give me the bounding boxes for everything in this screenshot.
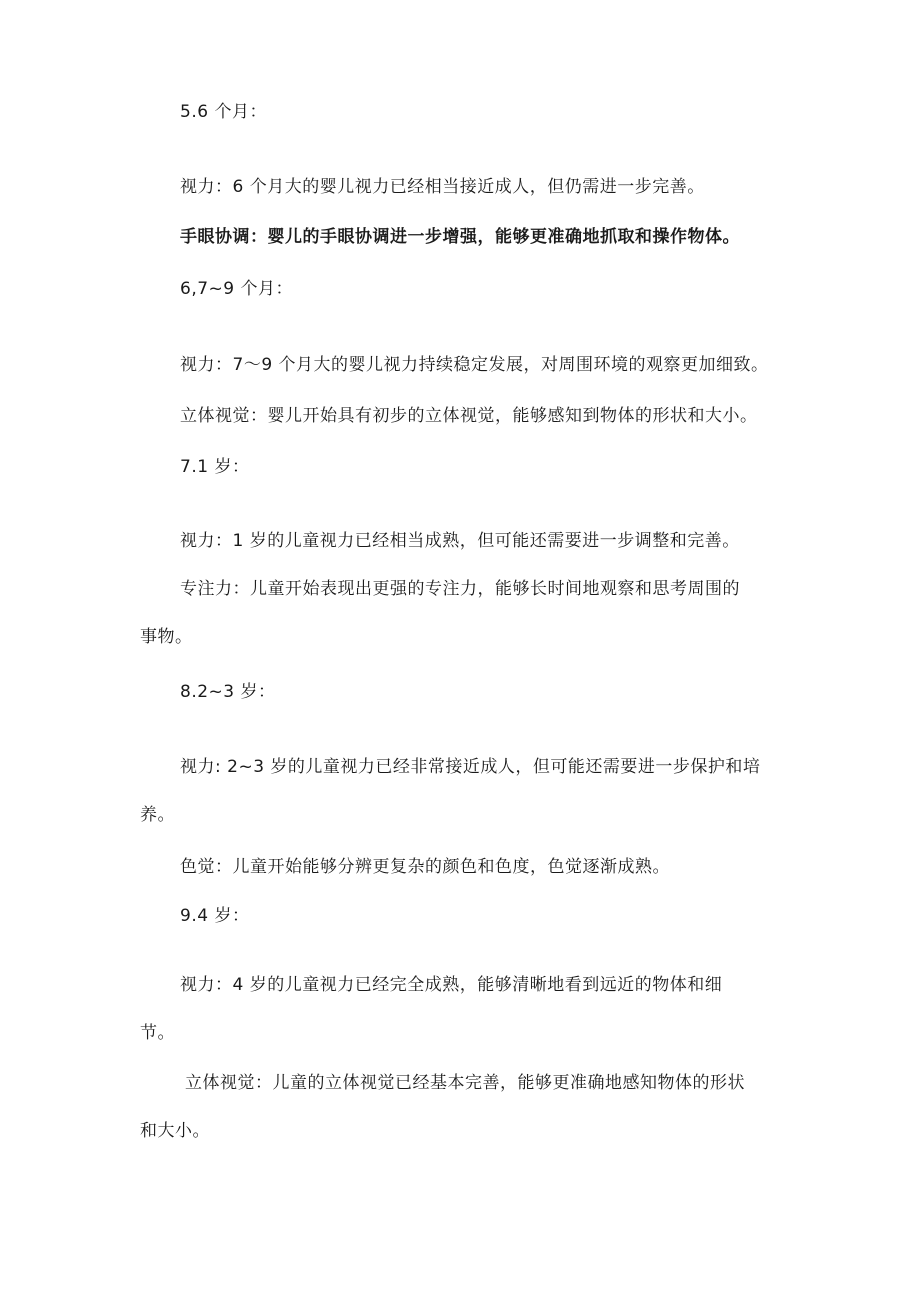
label-separator: ： bbox=[255, 1073, 273, 1093]
paragraph-label: 视力 bbox=[180, 531, 215, 551]
paragraph bbox=[180, 578, 740, 600]
section-heading: 6,7~9 个月： bbox=[180, 279, 293, 299]
label-separator: ： bbox=[232, 579, 250, 599]
paragraph-text: 儿童开始表现出更强的专注力，能够长时间地观察和思考周围的 bbox=[250, 579, 740, 599]
paragraph-continuation: 养。 bbox=[140, 805, 175, 825]
section-heading: 7.1 岁： bbox=[180, 457, 250, 477]
paragraph-label: 视力 bbox=[180, 177, 215, 197]
paragraph bbox=[180, 974, 722, 996]
label-separator: ： bbox=[215, 975, 233, 995]
section-heading: 9.4 岁： bbox=[180, 906, 250, 926]
paragraph-text: 婴儿开始具有初步的立体视觉，能够感知到物体的形状和大小。 bbox=[267, 406, 758, 426]
paragraph-label: 专注力 bbox=[180, 579, 233, 599]
paragraph-text: 1 岁的儿童视力已经相当成熟，但可能还需要进一步调整和完善。 bbox=[232, 531, 740, 551]
paragraph-label: 视力 bbox=[180, 355, 215, 375]
paragraph-label: 立体视觉 bbox=[180, 406, 250, 426]
paragraph-text: 7～9 个月大的婴儿视力持续稳定发展，对周围环境的观察更加细致。 bbox=[232, 355, 769, 375]
paragraph bbox=[185, 1072, 745, 1094]
paragraph-text: 儿童开始能够分辨更复杂的颜色和色度，色觉逐渐成熟。 bbox=[232, 857, 670, 877]
label-separator: ： bbox=[250, 406, 268, 426]
label-separator: ： bbox=[215, 531, 233, 551]
paragraph bbox=[180, 856, 670, 878]
paragraph-text: 儿童的立体视觉已经基本完善，能够更准确地感知物体的形状 bbox=[272, 1073, 745, 1093]
paragraph-label: 视力 bbox=[180, 975, 215, 995]
paragraph-text: 6 个月大的婴儿视力已经相当接近成人，但仍需进一步完善。 bbox=[232, 177, 705, 197]
label-separator: : bbox=[215, 757, 228, 777]
section-heading: 5.6 个月： bbox=[180, 102, 267, 122]
paragraph-text: 2~3 岁的儿童视力已经非常接近成人，但可能还需要进一步保护和培 bbox=[227, 757, 761, 777]
paragraph bbox=[180, 530, 740, 552]
paragraph-continuation: 事物。 bbox=[140, 627, 193, 647]
paragraph-text: 4 岁的儿童视力已经完全成熟，能够清晰地看到远近的物体和细 bbox=[232, 975, 723, 995]
paragraph bbox=[180, 405, 758, 427]
label-separator: ： bbox=[215, 355, 233, 375]
paragraph bbox=[180, 226, 740, 248]
label-separator: ： bbox=[215, 857, 233, 877]
label-separator: ： bbox=[215, 177, 233, 197]
paragraph-label: 色觉 bbox=[180, 857, 215, 877]
paragraph bbox=[180, 176, 705, 198]
paragraph-label: 立体视觉 bbox=[185, 1073, 255, 1093]
paragraph bbox=[180, 756, 760, 778]
paragraph-label: 视力 bbox=[180, 757, 215, 777]
label-separator: ： bbox=[250, 227, 268, 247]
section-heading: 8.2~3 岁： bbox=[180, 682, 276, 702]
paragraph bbox=[180, 354, 769, 376]
paragraph-text: 婴儿的手眼协调进一步增强，能够更准确地抓取和操作物体。 bbox=[267, 227, 740, 247]
paragraph-label: 手眼协调 bbox=[180, 227, 250, 247]
paragraph-continuation: 节。 bbox=[140, 1023, 175, 1043]
paragraph-continuation: 和大小。 bbox=[140, 1121, 210, 1141]
